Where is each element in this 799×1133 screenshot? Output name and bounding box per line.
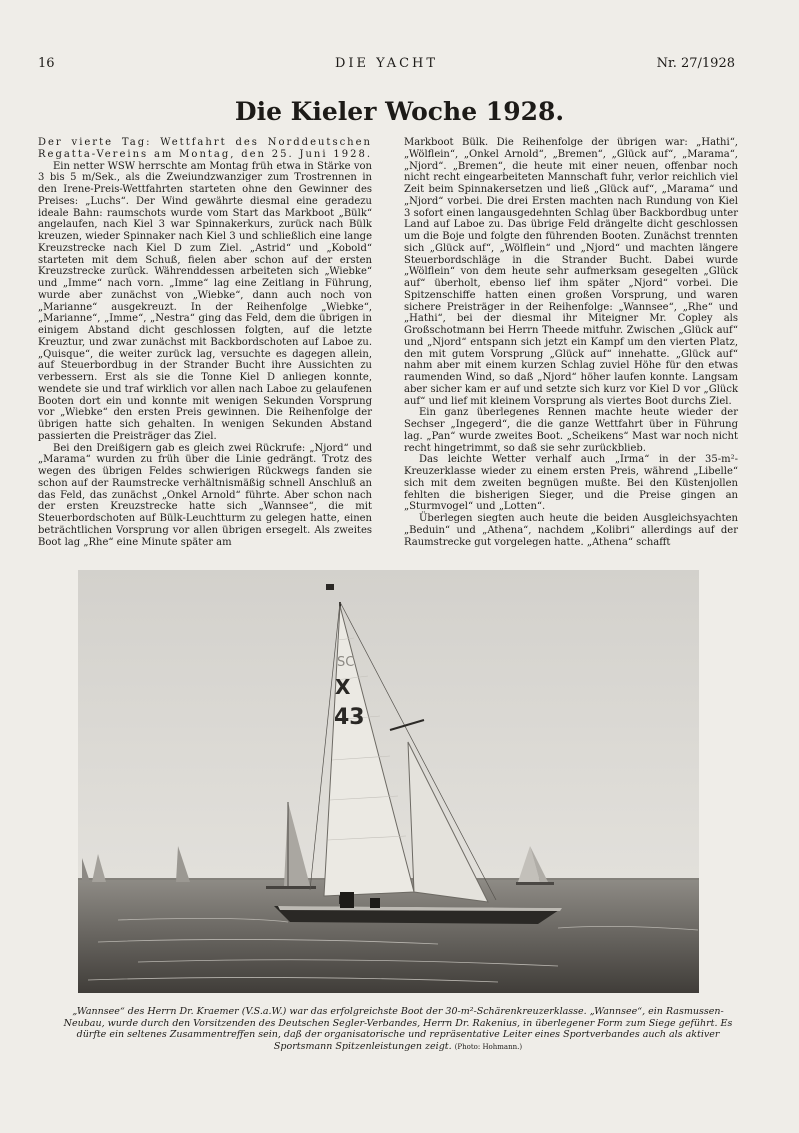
helmsman [340, 892, 354, 908]
right-column [404, 137, 738, 548]
left-paragraph-2: Bei den Dreißigern gab es gleich zwei Rückrufe: „Njord“ und „Marama“ wurden zu früh über die Linie gedrängt. Trotz des wegen des übrigen Feldes schwierigen Rückwegs fanden sie schon auf der Raumstrecke verhältnismäßig schnell Anschluß an das Feld, das zunächst „Onkel Arnold“ führte. Aber schon nach der ersten Kreuzstrecke hatte sich „Wannsee“, die mit Steuerbordschoten auf Bülk-Leuchtturm zu gelegen hatte, einen beträchtlichen Vorsprung vor allen übrigen ersegelt. Als zweites Boot lag „Rhe“ eine Minute später am [38, 442, 372, 548]
right-paragraph-3: Das leichte Wetter verhalf auch „Irma“ in der 35-m²-Kreuzerklasse wieder zu einem ersten Preis, während „Libelle“ sich mit dem zweiten begnügen mußte. Bei den Küstenjollen fehlten die bisherigen Sieger, und die Preise gingen an „Sturmvogel“ und „Lotten“. [404, 454, 738, 513]
issue-number: Nr. 27/1928 [656, 56, 735, 71]
sail-number-letter: X [335, 675, 351, 699]
right-paragraph-2: Ein ganz überlegenes Rennen machte heute wieder der Sechser „Ingegerd“, die die ganze Wettfahrt über in Führung lag. „Pan“ wurde zweites Boot. „Scheikens“ Mast war noch nicht recht hingetrimmt, so daß sie sehr zurückblieb. [404, 407, 738, 454]
right-paragraph-4: Überlegen siegten auch heute die beiden Ausgleichsyachten „Beduin“ und „Athena“, nachdem „Kolibri“ allerdings auf der Raumstrecke gut vorgelegen hatte. „Athena“ schafft [404, 513, 738, 548]
journal-name: DIE YACHT [334, 56, 439, 71]
sailboat-photo [78, 570, 699, 993]
sea [78, 878, 699, 993]
left-paragraph-1: Ein netter WSW herrschte am Montag früh etwa in Stärke von 3 bis 5 m/Sek., als die Zweiundzwanziger zum Trostrennen in den Irene-Preis-Wettfahrten starteten ohne den Gewinner des Preises: „Luchs“. Der Wind gewährte diesmal eine geradezu ideale Bahn: raumschots wurde vom Start das Markboot „Bülk“ angelaufen, nach Kiel 3 war Spinnakerkurs, zurück nach Bülk kreuzen, wieder Spinnaker nach Kiel 3 und schließlich eine lange Kreuzstrecke nach Kiel D zum Ziel. „Astrid“ und „Kobold“ starteten mit dem Schuß, fielen aber schon auf der ersten Kreuzstrecke zurück. Währenddessen arbeiteten sich „Wiebke“ und „Imme“ nach vorn. „Imme“ lag eine Zeitlang in Führung, wurde aber zunächst von „Wiebke“, dann auch noch von „Marianne“ ausgekreuzt. In der Reihenfolge „Wiebke“, „Marianne“, „Imme“, „Nestra“ ging das Feld, dem die übrigen in einigem Abstand dicht geschlossen folgten, auf die letzte Kreuztur, und zwar zunächst mit Backbordschoten auf Laboe zu. „Quisque“, die weiter zurück lag, versuchte es dagegen allein, auf Steuerbordbug in der Strander Bucht ihre Aussichten zu verbessern. Erst als sie die Tonne Kiel D anliegen konnte, wendete sie und traf wirklich vor allen nach Laboe zu gelaufenen Booten dort ein und konnte mit wenigen Sekunden Vorsprung vor „Wiebke“ den ersten Preis gewinnen. Die Reihenfolge der übrigen hatte sich gehalten. In wenigen Sekunden Abstand passierten die Preisträger das Ziel. [38, 160, 372, 442]
photo-caption [58, 1006, 738, 1053]
article-subhead: Der vierte Tag: Wettfahrt des Norddeutschen Regatta-Vereins am Montag, den 25. Juni 1928. [38, 137, 372, 160]
photo-credit: (Photo: Hohmann.) [454, 1042, 523, 1051]
sailboat-illustration [78, 570, 699, 993]
right-paragraph-1: Markboot Bülk. Die Reihenfolge der übrigen war: „Hathi“, „Wölflein“, „Onkel Arnold“, „Bremen“, „Glück auf“, „Marama“, „Njord“. „Bremen“, die heute mit einer neuen, offenbar noch nicht recht eingearbeiteten Mannschaft fuhr, verlor reichlich viel Zeit beim Spinnakersetzen und ließ „Glück auf“, „Marama“ und „Njord“ vorbei. Die drei Ersten machten nach Rundung von Kiel 3 sofort einen langausgedehnten Schlag über Backbordbug unter Land auf Laboe zu. Das übrige Feld drängelte dicht geschlossen um die Boje und folgte den führenden Booten. Zunächst trennten sich „Glück auf“, „Wölflein“ und „Njord“ und machten längere Steuerbordschläge in die Strander Bucht. Dabei wurde „Wölflein“ von dem heute sehr aufmerksam gesegelten „Glück auf“ überholt, ebenso lief ihm später „Njord“ vorbei. Die Spitzenschiffe hatten einen großen Vorsprung, und waren sichere Preisträger in der Reihenfolge: „Wannsee“, „Rhe“ und „Hathi“, bei der diesmal ihr Miteigner Mr. Copley als Großschotmann bei Herrn Theede mitfuhr. Zwischen „Glück auf“ und „Njord“ entspann sich jetzt ein Kampf um den vierten Platz, den mit gutem Vorsprung „Glück auf“ innehatte. „Glück auf“ nahm aber mit einem kurzen Schlag zuviel Höhe für den etwas raumenden Wind, so daß „Njord“ höher laufen konnte. Langsam aber sicher kam er auf und setzte sich kurz vor Kiel D vor „Glück auf“ und lief mit kleinem Vorsprung als viertes Boot durchs Ziel. [404, 137, 738, 407]
article-title: Die Kieler Woche 1928. [234, 97, 565, 126]
left-column [38, 137, 372, 548]
sail-emblem: SC [337, 655, 355, 670]
running-head [38, 56, 735, 74]
crew-member [370, 898, 380, 908]
masthead-flag [326, 584, 334, 590]
caption-text: „Wannsee“ des Herrn Dr. Kraemer (V.S.a.W.) war das erfolgreichste Boot der 30-m²-Schärenkreuzerklasse. „Wannsee“, ein Rasmussen-Neubau, wurde durch den Vorsitzenden des Deutschen Segler-Verbandes, Herrn Dr. Rakenius, in überlegener Form zum Siege geführt. Es dürfte ein seltenes Zusammentreffen sein, daß der organisatorische und repräsentative Leiter eines Sportverbandes auch als aktiver Sportsmann Spitzenleistungen zeigt. [63, 1006, 733, 1052]
sail-number: 43 [334, 705, 365, 730]
page-number: 16 [38, 56, 55, 71]
